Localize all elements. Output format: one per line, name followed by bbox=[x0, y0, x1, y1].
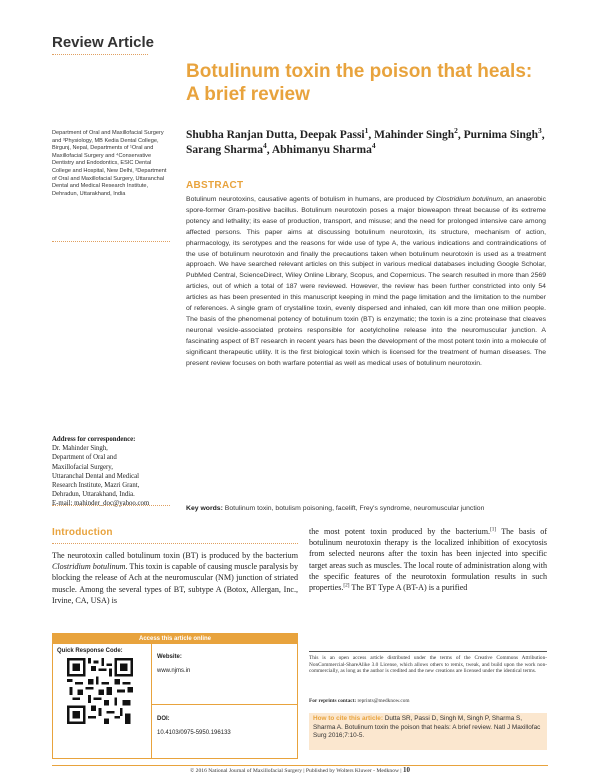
text-part: . This toxin is capable of causing muscle paralysis by blocking the release of Ach at the neuromuscular (NM) junction of striated muscle. Among the several types of BT, subtype A (Botox, Allergan, Inc., Irvine, CA, USA) is bbox=[52, 562, 299, 605]
reprints-email[interactable]: reprints@medknow.com bbox=[356, 698, 410, 704]
intro-divider bbox=[52, 543, 298, 544]
access-column-divider bbox=[151, 644, 152, 758]
citation-ref[interactable]: [1] bbox=[490, 526, 497, 533]
correspondence-heading: Address for correspondence: bbox=[52, 436, 136, 443]
correspondence-line: Uttaranchal Dental and Medical bbox=[52, 472, 139, 480]
license-note: This is an open access article distributed under the terms of the Creative Commons Attribution-NonCommercial-ShareAlike 3.0 License, which allows others to remix, tweak, and build upon the work non-commercially, as long as the author is credited and the new creations are licensed under the identical terms. bbox=[309, 651, 547, 675]
access-row-divider bbox=[152, 704, 298, 705]
author-affil-mark: 3 bbox=[538, 126, 542, 136]
correspondence-email: E-mail: mahinder_doc@yahoo.com bbox=[52, 500, 150, 508]
qr-label: Quick Response Code: bbox=[57, 648, 123, 654]
author-name: Deepak Passi bbox=[299, 129, 365, 141]
correspondence-line: Dehradun, Uttarakhand, India. bbox=[52, 491, 135, 499]
website-link[interactable]: www.njms.in bbox=[157, 668, 191, 674]
page-footer bbox=[52, 766, 548, 774]
access-heading: Access this article online bbox=[53, 634, 297, 644]
intro-paragraph-1 bbox=[52, 550, 298, 606]
author-name: , Abhimanyu Sharma bbox=[266, 144, 372, 156]
author-affil-mark: 4 bbox=[263, 141, 267, 151]
author-list bbox=[186, 128, 546, 158]
author-name: Shubha Ranjan Dutta, bbox=[186, 129, 297, 141]
abstract-italic: Clostridium botulinum bbox=[435, 196, 503, 203]
citation-label: How to cite this article: bbox=[313, 715, 383, 722]
corr-divider bbox=[52, 505, 170, 506]
abstract-text-part: Botulinum neurotoxins, causative agents of botulism in humans, are produced by bbox=[186, 196, 436, 203]
doi-link[interactable]: 10.4103/0975-5950.196133 bbox=[157, 730, 231, 736]
author-name: , Mahinder Singh bbox=[368, 129, 455, 141]
section-divider bbox=[52, 54, 148, 55]
text-part: The basis of botulinum neurotoxin therapy is the localized inhibition of exocytosis from selected neurons after the toxin has been injected into specific target areas such as muscles. The local route of administration along with the specific features of the neurotoxin formulation results in such properties. bbox=[309, 527, 548, 593]
author-name: , Sarang Sharma bbox=[186, 129, 545, 156]
reprints-note bbox=[309, 698, 547, 704]
abstract-heading: ABSTRACT bbox=[186, 180, 244, 191]
text-part: the most potent toxin produced by the bacterium. bbox=[309, 527, 491, 536]
citation-ref[interactable]: [2] bbox=[343, 582, 350, 589]
introduction-heading: Introduction bbox=[52, 527, 113, 538]
article-title: Botulinum toxin the poison that heals: A brief review bbox=[186, 61, 533, 105]
footer-text: © 2016 National Journal of Maxillofacial Surgery | Published by Wolters Kluwer - Medknow | bbox=[190, 768, 402, 774]
citation-text: Dutta SR, Passi D, Singh M, Singh P, Sharma S, Sharma A. Botulinum toxin the poison that heals: A brief review. Natl J Maxillofac Surg 2016;7:10-5. bbox=[313, 715, 541, 740]
keywords-label: Key words: bbox=[186, 505, 223, 512]
author-affil-mark: 2 bbox=[454, 126, 458, 136]
affiliations: Department of Oral and Maxillofacial Surgery and ³Physiology, MB Kedia Dental College, Birgunj, Nepal, Departments of ¹Oral and Maxillofacial Surgery and ⁴Conservative Dentistry and Endodontics, ESIC Dental College and Hospital, New Delhi, ²Department of Oral and Maxillofacial Surgery, Uttaranchal Dental and Medical Research Institute, Dehradun, Uttarakhand, India bbox=[52, 130, 167, 197]
correspondence-block bbox=[52, 435, 176, 509]
abstract-text-part: , an anaerobic spore-former Gram-positive bacillus. Botulinum neurotoxin poses a major bioweapon threat because of its extreme potency and lethality; its ease of production, transport, and misuse; and the need for prolonged intensive care among affected persons. This paper aims at discussing botulinum neurotoxin, its structure, mechanism of action, pharmacology, its serotypes and the reasons for wide use of type A, the various indications and contraindications of the use of botulinum neurotoxin and finally the precautions taken when botulinum neurotoxin is used as a treatment approach. We have searched relevant articles on this subject in various medical databases including Google Scholar, PubMed Central, ScienceDirect, Wiley Online Library, Scopus, and Copernicus. The search resulted in more than 2569 articles, out of which a total of 187 were reviewed. However, the review has been further constricted into only 54 articles as has been presented in this manuscript keeping in mind the page limitation and the limitation to the number of references. A single gram of crystalline toxin, evenly dispersed and inhaled, can kill more than one million people. The basis of the phenomenal potency of botulinum toxin (BT) is enzymatic; the toxin is a zinc proteinase that cleaves neuronal vesicle-associated proteins responsible for acetylcholine release into the neuromuscular junction. A fascinating aspect of BT research in recent years has been the development of the most potent toxin into a molecule of significant therapeutic utility. It is the first biological toxin which is licensed for the treatment of human diseases. The present review focuses on both warfare potential as well as medical uses of botulinum neurotoxin. bbox=[186, 196, 547, 367]
intro-paragraph-2 bbox=[309, 526, 547, 593]
access-box bbox=[52, 633, 298, 759]
page-number: 10 bbox=[402, 766, 410, 774]
doi-label: DOI: bbox=[157, 716, 170, 722]
section-label: Review Article bbox=[52, 34, 154, 51]
author-affil-mark: 1 bbox=[364, 126, 369, 136]
species-name: Clostridium botulinum bbox=[52, 562, 126, 572]
abstract-text bbox=[186, 195, 546, 370]
citation-box bbox=[309, 713, 547, 750]
correspondence-line: Department of Oral and bbox=[52, 454, 117, 462]
qr-code-icon[interactable] bbox=[67, 658, 133, 724]
website-label: Website: bbox=[157, 654, 182, 660]
affil-divider bbox=[52, 241, 170, 242]
reprints-label: For reprints contact: bbox=[309, 698, 357, 704]
text-part: The neurotoxin called botulinum toxin (BT) is produced by the bacterium bbox=[52, 551, 298, 560]
correspondence-line: Maxillofacial Surgery, bbox=[52, 463, 113, 471]
correspondence-line: Research Institute, Mazri Grant, bbox=[52, 482, 140, 490]
author-name: , Purnima Singh bbox=[457, 129, 539, 141]
text-part: The BT Type A (BT-A) is a purified bbox=[349, 583, 468, 593]
keywords-text: Botulinum toxin, botulism poisoning, facelift, Frey's syndrome, neuromuscular junction bbox=[222, 505, 485, 512]
keywords bbox=[186, 504, 546, 515]
correspondence-line: Dr. Mahinder Singh, bbox=[52, 445, 108, 453]
author-affil-mark: 4 bbox=[371, 141, 376, 151]
